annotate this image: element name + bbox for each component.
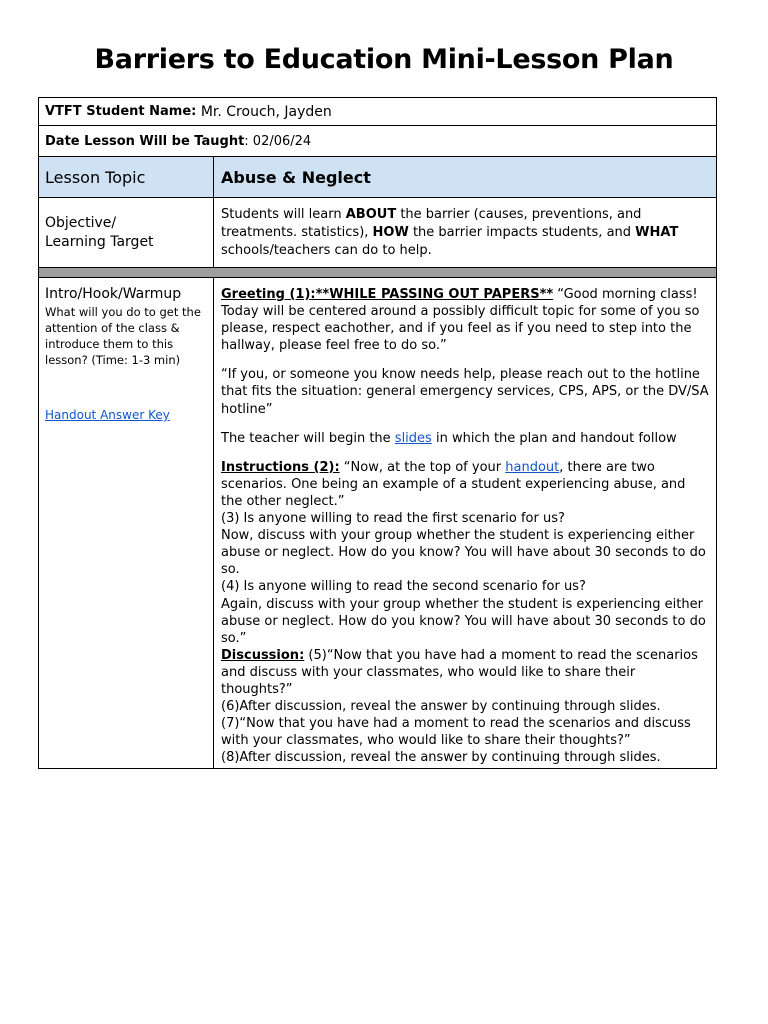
instructions-pre: “Now, at the top of your (339, 459, 506, 475)
section-divider (39, 268, 716, 278)
objective-text-part: the barrier (causes, preventions, and treatments. statistics), (221, 207, 642, 240)
discussion-text: (5)“Now that you have had a moment to read the scenarios and discuss with your classmates, who would like to share their thoughts?” (221, 647, 698, 697)
slides-link[interactable]: slides (394, 430, 432, 446)
instructions-post: , there are two scenarios. One being an example of a student experiencing abuse, and the other neglect.” (221, 459, 686, 509)
objective-about: ABOUT (345, 207, 397, 222)
step-6: (6)After discussion, reveal the answer by continuing through slides. (221, 699, 661, 715)
intro-row (39, 278, 716, 768)
intro-label-cell (39, 278, 214, 768)
lesson-topic-row (39, 157, 716, 198)
handout-link[interactable]: handout (505, 459, 560, 475)
step-7: (7)“Now that you have had a moment to read the scenarios and discuss with your classmates, who would like to share their thoughts?” (221, 716, 691, 749)
student-name-label: VTFT Student Name: (45, 104, 197, 119)
greeting-text: “Good morning class! Today will be centered around a possibly difficult topic for some of you so please, respect eachother, and if you feel as if you need to step into the hallway, please feel free to do so.” (221, 287, 700, 354)
slides-post: in which the plan and handout follow (431, 430, 677, 446)
intro-content (214, 278, 716, 768)
step-4-detail: Again, discuss with your group whether the student is experiencing either abuse or neglect. How do you know? You will have about 30 seconds to do so.” (221, 596, 706, 646)
slides-pre: The teacher will begin the (221, 430, 395, 446)
objective-how: HOW (372, 225, 409, 240)
objective-label-line1: Objective/ (45, 214, 117, 231)
date-row (39, 126, 716, 157)
objective-text-part: Students will learn (221, 207, 346, 222)
handout-answer-key-link[interactable]: Handout Answer Key (45, 408, 170, 422)
discussion-paragraph (221, 647, 709, 698)
date-value: : 02/06/24 (244, 133, 312, 149)
step-3: (3) Is anyone willing to read the first scenario for us? (221, 511, 565, 527)
intro-question: What will you do to get the attention of the class & introduce them to this lesson? (Time: 1-3 min) (45, 305, 201, 367)
step-3-detail: Now, discuss with your group whether the student is experiencing either abuse or neglect. How do you know? You will have about 30 seconds to do so. (221, 528, 706, 578)
date-label: Date Lesson Will be Taught (45, 133, 245, 149)
step-4: (4) Is anyone willing to read the second scenario for us? (221, 579, 586, 595)
lesson-topic-label: Lesson Topic (39, 157, 214, 197)
objective-row (39, 198, 716, 268)
hotline-paragraph: “If you, or someone you know needs help, please reach out to the hotline that fits the situation: general emergency services, CPS, APS, or the DV/SA hotline” (221, 367, 709, 417)
greeting-paragraph (221, 286, 709, 354)
lesson-topic-value: Abuse & Neglect (221, 167, 371, 187)
objective-label (39, 198, 214, 267)
greeting-label: Greeting (1):**WHILE PASSING OUT PAPERS** (221, 287, 554, 302)
objective-text-part: schools/teachers can do to help. (221, 243, 432, 258)
discussion-label: Discussion: (221, 647, 305, 663)
instructions-label: Instructions (2): (221, 459, 340, 475)
step-8: (8)After discussion, reveal the answer by continuing through slides. (221, 750, 661, 766)
student-name-row (39, 98, 716, 126)
objective-text (214, 198, 716, 267)
page-title: Barriers to Education Mini-Lesson Plan (94, 44, 674, 75)
objective-text-part: the barrier impacts students, and (408, 225, 636, 240)
lesson-plan-table (38, 97, 717, 769)
intro-title: Intro/Hook/Warmup (45, 286, 182, 302)
instructions-paragraph (221, 459, 709, 510)
objective-what: WHAT (635, 225, 679, 240)
slides-paragraph (221, 430, 709, 447)
objective-label-line2: Learning Target (45, 233, 154, 250)
student-name-value: Mr. Crouch, Jayden (196, 103, 332, 120)
